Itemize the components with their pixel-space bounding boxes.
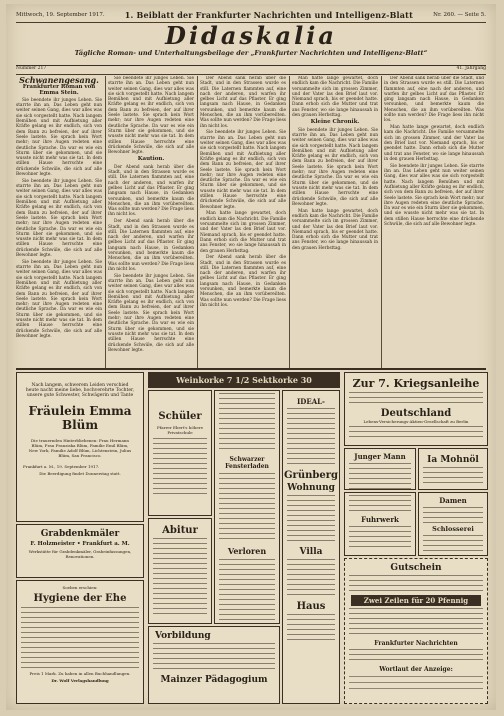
ad-body-text <box>349 495 411 513</box>
death-notice-ad <box>16 372 144 522</box>
ad-title: Villa <box>299 547 323 557</box>
ad-title: Schüler <box>158 411 202 422</box>
ad-title: Schwarzer Fensterladen <box>225 456 269 470</box>
ad-text: Lebens-Versicherungs-Aktien-Gesellschaft zu Berlin <box>363 419 469 424</box>
ad-text: Werkstätte für Grabdenkmäler, Grabeinfassungen, Renovationen. <box>28 549 132 559</box>
ad-body-text <box>153 538 207 616</box>
article-text: Sie beendete ihr junges Leben. Sie starrte ihn an. Das Leben geht nun weiter seinen Gang, dies war alles was sie sich vorgestellt hatte. Nach langem Bemühen und mit Aufbietung aller Kräfte gelang es ihr endlich, sich von dem Bann zu befreien, der auf ihrer Seele lastete. Sie sprach kein Wort mehr; nur ihre Augen redeten eine deutliche Sprache. Da war es wie ein Sturm über sie gekommen, und sie wusste nicht mehr was sie tat. In dem stillen Hause herrschte eine drückende Schwüle, die sich auf alle Bewohner legte. <box>292 127 378 207</box>
abitur-ad <box>148 518 212 624</box>
ad-subtitle: Deutschland <box>380 408 452 419</box>
ad-body-text <box>287 614 335 644</box>
ad-body-text <box>349 426 483 438</box>
ad-body-text <box>153 643 275 673</box>
cork-ad <box>148 372 340 388</box>
ad-body-text <box>349 526 411 550</box>
issue-info-bar <box>16 66 486 75</box>
coupon-write-lines[interactable] <box>349 676 483 692</box>
real-estate-column <box>282 390 340 704</box>
article-text: Sie beendete ihr junges Leben. Sie starrte ihn an. Das Leben geht nun weiter seinen Gang, dies war alles was sie sich vorgestellt hatte. Nach langem Bemühen und mit Aufbietung aller Kräfte gelang es ihr endlich, sich von dem Bann zu befreien, der auf ihrer Seele lastete. Sie sprach kein Wort mehr; nur ihre Augen redeten eine deutliche Sprache. Da war es wie ein Sturm über sie gekommen, und sie wusste nicht mehr was sie tat. In dem stillen Hause herrschte eine drückende Schwüle, die sich auf alle Bewohner legte. <box>16 259 102 339</box>
newspaper-page <box>6 4 496 710</box>
ad-title: Schlosserei <box>432 525 474 533</box>
issue-number: Nummer 217 <box>16 66 47 71</box>
ad-title: Abitur <box>162 525 198 536</box>
ad-text: Preis 1 Mark. Zu haben in allen Buchhandlungen. <box>29 671 131 676</box>
masthead <box>16 23 486 66</box>
ad-title: Wohnung <box>287 483 335 493</box>
war-loan-ad <box>344 372 488 446</box>
ad-text: Pfarrer Ebert's höhere Privatschule <box>157 425 203 435</box>
ad-title: Vorbildung <box>155 631 211 641</box>
school-ad <box>148 390 212 516</box>
ad-title: IDEAL- <box>297 397 325 406</box>
gravestone-ad <box>16 524 144 578</box>
ad-title: Weinkorke 7 1/2 Sektkorke 30 <box>176 375 312 385</box>
article-text: Man hatte lange gewartet, doch endlich kam die Nachricht. Die Familie versammelte sich im grossen Zimmer, und der Vater las den Brief laut vor. Niemand sprach, bis er geendet hatte. Dann erhob sich die Mutter und trat ans Fenster, wo sie lange hinaussah in den grauen Herbsttag. <box>200 211 286 254</box>
article-text: Sie beendete ihr junges Leben. Sie starrte ihn an. Das Leben geht nun weiter seinen Gang, dies war alles was sie sich vorgestellt hatte. Nach langem Bemühen und mit Aufbietung aller Kräfte gelang es ihr endlich, sich von dem Bann zu befreien, der auf ihrer Seele lastete. Sie sprach kein Wort mehr; nur ihre Augen redeten eine deutliche Sprache. Da war es wie ein Sturm über sie gekommen, und sie wusste nicht mehr was sie tat. In dem stillen Hause herrschte eine drückende Schwüle, die sich auf alle Bewohner legte. <box>108 273 194 353</box>
ad-title: Damen <box>439 496 467 505</box>
ad-title: Hygiene der Ehe <box>33 593 127 604</box>
notice-place: Frankfurt a. M., 19. September 1917. <box>23 464 100 469</box>
mainz-school-ad <box>148 626 280 704</box>
ad-title: Ia Mohnöl <box>427 455 479 465</box>
ad-title: Haus <box>296 601 326 612</box>
section-divider <box>16 368 486 370</box>
column-divider <box>105 76 106 368</box>
job-ad <box>344 448 416 490</box>
ad-body-text <box>287 559 335 599</box>
article-text: Sie beendete ihr junges Leben. Sie starrte ihn an. Das Leben geht nun weiter seinen Gang, dies war alles was sie sich vorgestellt hatte. Nach langem Bemühen und mit Aufbietung aller Kräfte gelang es ihr endlich, sich von dem Bann zu befreien, der auf ihrer Seele lastete. Sie sprach kein Wort mehr; nur ihre Augen redeten eine deutliche Sprache. Da war es wie ein Sturm über sie gekommen, und sie wusste nicht mehr was sie tat. In dem stillen Hause herrschte eine drückende Schwüle, die sich auf alle Bewohner legte. <box>200 130 286 210</box>
ad-body-text <box>349 608 483 638</box>
ad-body-text <box>219 393 275 453</box>
ad-body-text <box>349 649 483 663</box>
ad-body-text <box>287 408 335 468</box>
ad-subtitle: Mainzer Pädagogium <box>160 675 268 685</box>
ad-body-text <box>423 535 483 551</box>
article-text: Der Abend sank herab über die Stadt, und in den Strassen wurde es still. Die Laternen flammten auf, eine nach der anderen, und warfen ihr gelbes Licht auf das Pflaster. Er ging langsam nach Hause, in Gedanken versunken, und bemerkte kaum die Menschen, die an ihm vorübereilten. Was sollte nun werden? Die Frage liess ihn nicht los. <box>108 219 194 272</box>
issue-date: Mittwoch, 19. September 1917. <box>16 12 105 18</box>
article-title: Kleine Chronik. <box>310 119 360 126</box>
ad-body-text <box>219 559 275 624</box>
hygiene-book-ad <box>16 580 144 704</box>
column-1 <box>16 76 102 366</box>
ad-title: Verloren <box>227 546 267 556</box>
column-divider <box>197 76 198 368</box>
ad-body-text <box>423 467 483 485</box>
article-text: Der Abend sank herab über die Stadt, und in den Strassen wurde es still. Die Laternen flammten auf, eine nach der anderen, und warfen ihr gelbes Licht auf das Pflaster. Er ging langsam nach Hause, in Gedanken versunken, und bemerkte kaum die Menschen, die an ihm vorübereilten. Was sollte nun werden? Die Frage liess ihn nicht los. <box>108 164 194 218</box>
masthead-subtitle: Tägliche Roman- und Unterhaltungsbeilage der „Frankfurter Nachrichten und Intelligenz-Blatt“ <box>74 49 428 57</box>
article-text: Sie beendete ihr junges Leben. Sie starrte ihn an. Das Leben geht nun weiter seinen Gang, dies war alles was sie sich vorgestellt hatte. Nach langem Bemühen und mit Aufbietung aller Kräfte gelang es ihr endlich, sich von dem Bann zu befreien, der auf ihrer Seele lastete. Sie sprach kein Wort mehr; nur ihre Augen redeten eine deutliche Sprache. Da war es wie ein Sturm über sie gekommen, und sie wusste nicht mehr was sie tat. In dem stillen Hause herrschte eine drückende Schwüle, die sich auf alle Bewohner legte. <box>16 178 102 258</box>
ad-body-text <box>349 463 411 489</box>
oil-ad <box>418 448 488 490</box>
issue-year: 41. Jahrgang <box>456 66 486 71</box>
masthead-title: Didaskalia <box>165 21 337 50</box>
coupon-form-label: Wortlaut der Anzeige: <box>379 666 453 673</box>
column-divider <box>381 76 382 368</box>
article-text: Der Abend sank herab über die Stadt, und in den Strassen wurde es still. Die Laternen flammten auf, eine nach der anderen, und warfen ihr gelbes Licht auf das Pflaster. Er ging langsam nach Hause, in Gedanken versunken, und bemerkte kaum die Menschen, die an ihm vorübereilten. Was sollte nun werden? Die Frage liess ihn nicht los. <box>200 76 286 129</box>
ad-footer: Dr. Wolf Verlagshandlung <box>51 678 109 683</box>
ad-body-text <box>219 473 275 543</box>
article-text: Man hatte lange gewartet, doch endlich kam die Nachricht. Die Familie versammelte sich im grossen Zimmer, und der Vater las den Brief laut vor. Niemand sprach, bis er geendet hatte. Dann erhob sich die Mutter und trat ans Fenster, wo sie lange hinaussah in den grauen Herbsttag. <box>292 76 378 119</box>
ad-body-text <box>349 392 483 406</box>
article-title: Schwanengesang. <box>19 76 99 85</box>
article-text: Der Abend sank herab über die Stadt, und in den Strassen wurde es still. Die Laternen flammten auf, eine nach der anderen, und warfen ihr gelbes Licht auf das Pflaster. Er ging langsam nach Hause, in Gedanken versunken, und bemerkte kaum die Menschen, die an ihm vorübereilten. Was sollte nun werden? Die Frage liess ihn nicht los. <box>200 255 286 308</box>
ad-lead: Soeben erschien: <box>62 585 98 590</box>
carriage-ad <box>344 492 416 556</box>
notice-lead: Nach langem, schwerem Leiden verschied heute nacht meine liebe, hochverehrte Tochter, unsere gute Schwester, Schwägerin und Tante <box>25 383 135 398</box>
notice-list: Die trauernden Hinterbliebenen: Frau Hermann Blüm, Frau Franziska Blüm, Familie Emil Blüm, New York, Familie Adolf Blüm, Lichtenstein, Julius Blüm, San Francisco. <box>28 438 132 458</box>
notice-note: Die Beerdigung findet Donnerstag statt. <box>39 471 121 476</box>
page-number: Nr. 260. — Seite 5. <box>433 12 486 18</box>
ad-title: Fuhrwerk <box>361 515 399 524</box>
coupon-title: Gutschein <box>390 563 442 573</box>
coupon-ad[interactable] <box>344 558 488 704</box>
column-5 <box>384 76 484 366</box>
article-title: Kaution. <box>137 156 165 163</box>
classified-column <box>214 390 280 624</box>
article-text: Sie beendete ihr junges Leben. Sie starrte ihn an. Das Leben geht nun weiter seinen Gang, dies war alles was sie sich vorgestellt hatte. Nach langem Bemühen und mit Aufbietung aller Kräfte gelang es ihr endlich, sich von dem Bann zu befreien, der auf ihrer Seele lastete. Sie sprach kein Wort mehr; nur ihre Augen redeten eine deutliche Sprache. Da war es wie ein Sturm über sie gekommen, und sie wusste nicht mehr was sie tat. In dem stillen Hause herrschte eine drückende Schwüle, die sich auf alle Bewohner legte. <box>108 76 194 156</box>
article-text: Der Abend sank herab über die Stadt, und in den Strassen wurde es still. Die Laternen flammten auf, eine nach der anderen, und warfen ihr gelbes Licht auf das Pflaster. Er ging langsam nach Hause, in Gedanken versunken, und bemerkte kaum die Menschen, die an ihm vorübereilten. Was sollte nun werden? Die Frage liess ihn nicht los. <box>384 76 484 124</box>
article-text: Sie beendete ihr junges Leben. Sie starrte ihn an. Das Leben geht nun weiter seinen Gang, dies war alles was sie sich vorgestellt hatte. Nach langem Bemühen und mit Aufbietung aller Kräfte gelang es ihr endlich, sich von dem Bann zu befreien, der auf ihrer Seele lastete. Sie sprach kein Wort mehr; nur ihre Augen redeten eine deutliche Sprache. Da war es wie ein Sturm über sie gekommen, und sie wusste nicht mehr was sie tat. In dem stillen Hause herrschte eine drückende Schwüle, die sich auf alle Bewohner legte. <box>384 163 484 228</box>
coupon-publisher: Frankfurter Nachrichten <box>374 640 458 647</box>
ad-body-text <box>349 575 483 593</box>
article-text: Man hatte lange gewartet, doch endlich kam die Nachricht. Die Familie versammelte sich im grossen Zimmer, und der Vater las den Brief laut vor. Niemand sprach, bis er geendet hatte. Dann erhob sich die Mutter und trat ans Fenster, wo sie lange hinaussah in den grauen Herbsttag. <box>384 125 484 162</box>
ad-body-text <box>21 607 139 669</box>
article-text: Man hatte lange gewartet, doch endlich kam die Nachricht. Die Familie versammelte sich im grossen Zimmer, und der Vater las den Brief laut vor. Niemand sprach, bis er geendet hatte. Dann erhob sich die Mutter und trat ans Fenster, wo sie lange hinaussah in den grauen Herbsttag. <box>292 208 378 251</box>
column-3 <box>200 76 286 366</box>
ad-body-text <box>423 507 483 523</box>
article-byline: Frankfurter Roman von Emma Stein. <box>22 84 96 96</box>
ad-title: Grünberg <box>284 470 338 481</box>
coupon-offer: Zwei Zeilen für 20 Pfennig <box>351 595 481 606</box>
ad-body-text <box>153 438 207 498</box>
ad-title: Grabdenkmäler <box>40 529 120 539</box>
ad-name: F. Holzmeister • Frankfurt a. M. <box>30 541 130 547</box>
column-2 <box>108 76 194 366</box>
article-text: Sie beendete ihr junges Leben. Sie starrte ihn an. Das Leben geht nun weiter seinen Gang, dies war alles was sie sich vorgestellt hatte. Nach langem Bemühen und mit Aufbietung aller Kräfte gelang es ihr endlich, sich von dem Bann zu befreien, der auf ihrer Seele lastete. Sie sprach kein Wort mehr; nur ihre Augen redeten eine deutliche Sprache. Da war es wie ein Sturm über sie gekommen, und sie wusste nicht mehr was sie tat. In dem stillen Hause herrschte eine drückende Schwüle, die sich auf alle Bewohner legte. <box>16 97 102 178</box>
column-divider <box>289 76 290 368</box>
ad-title: Zur 7. Kriegsanleihe <box>352 377 480 390</box>
notice-name: Fräulein Emma Blüm <box>28 404 132 432</box>
column-4 <box>292 76 378 366</box>
locksmith-ad <box>418 492 488 556</box>
ad-title: Junger Mann <box>354 452 406 461</box>
supplement-title: 1. Beiblatt der Frankfurter Nachrichten und Intelligenz-Blatt <box>124 10 413 20</box>
ad-body-text <box>287 495 335 545</box>
